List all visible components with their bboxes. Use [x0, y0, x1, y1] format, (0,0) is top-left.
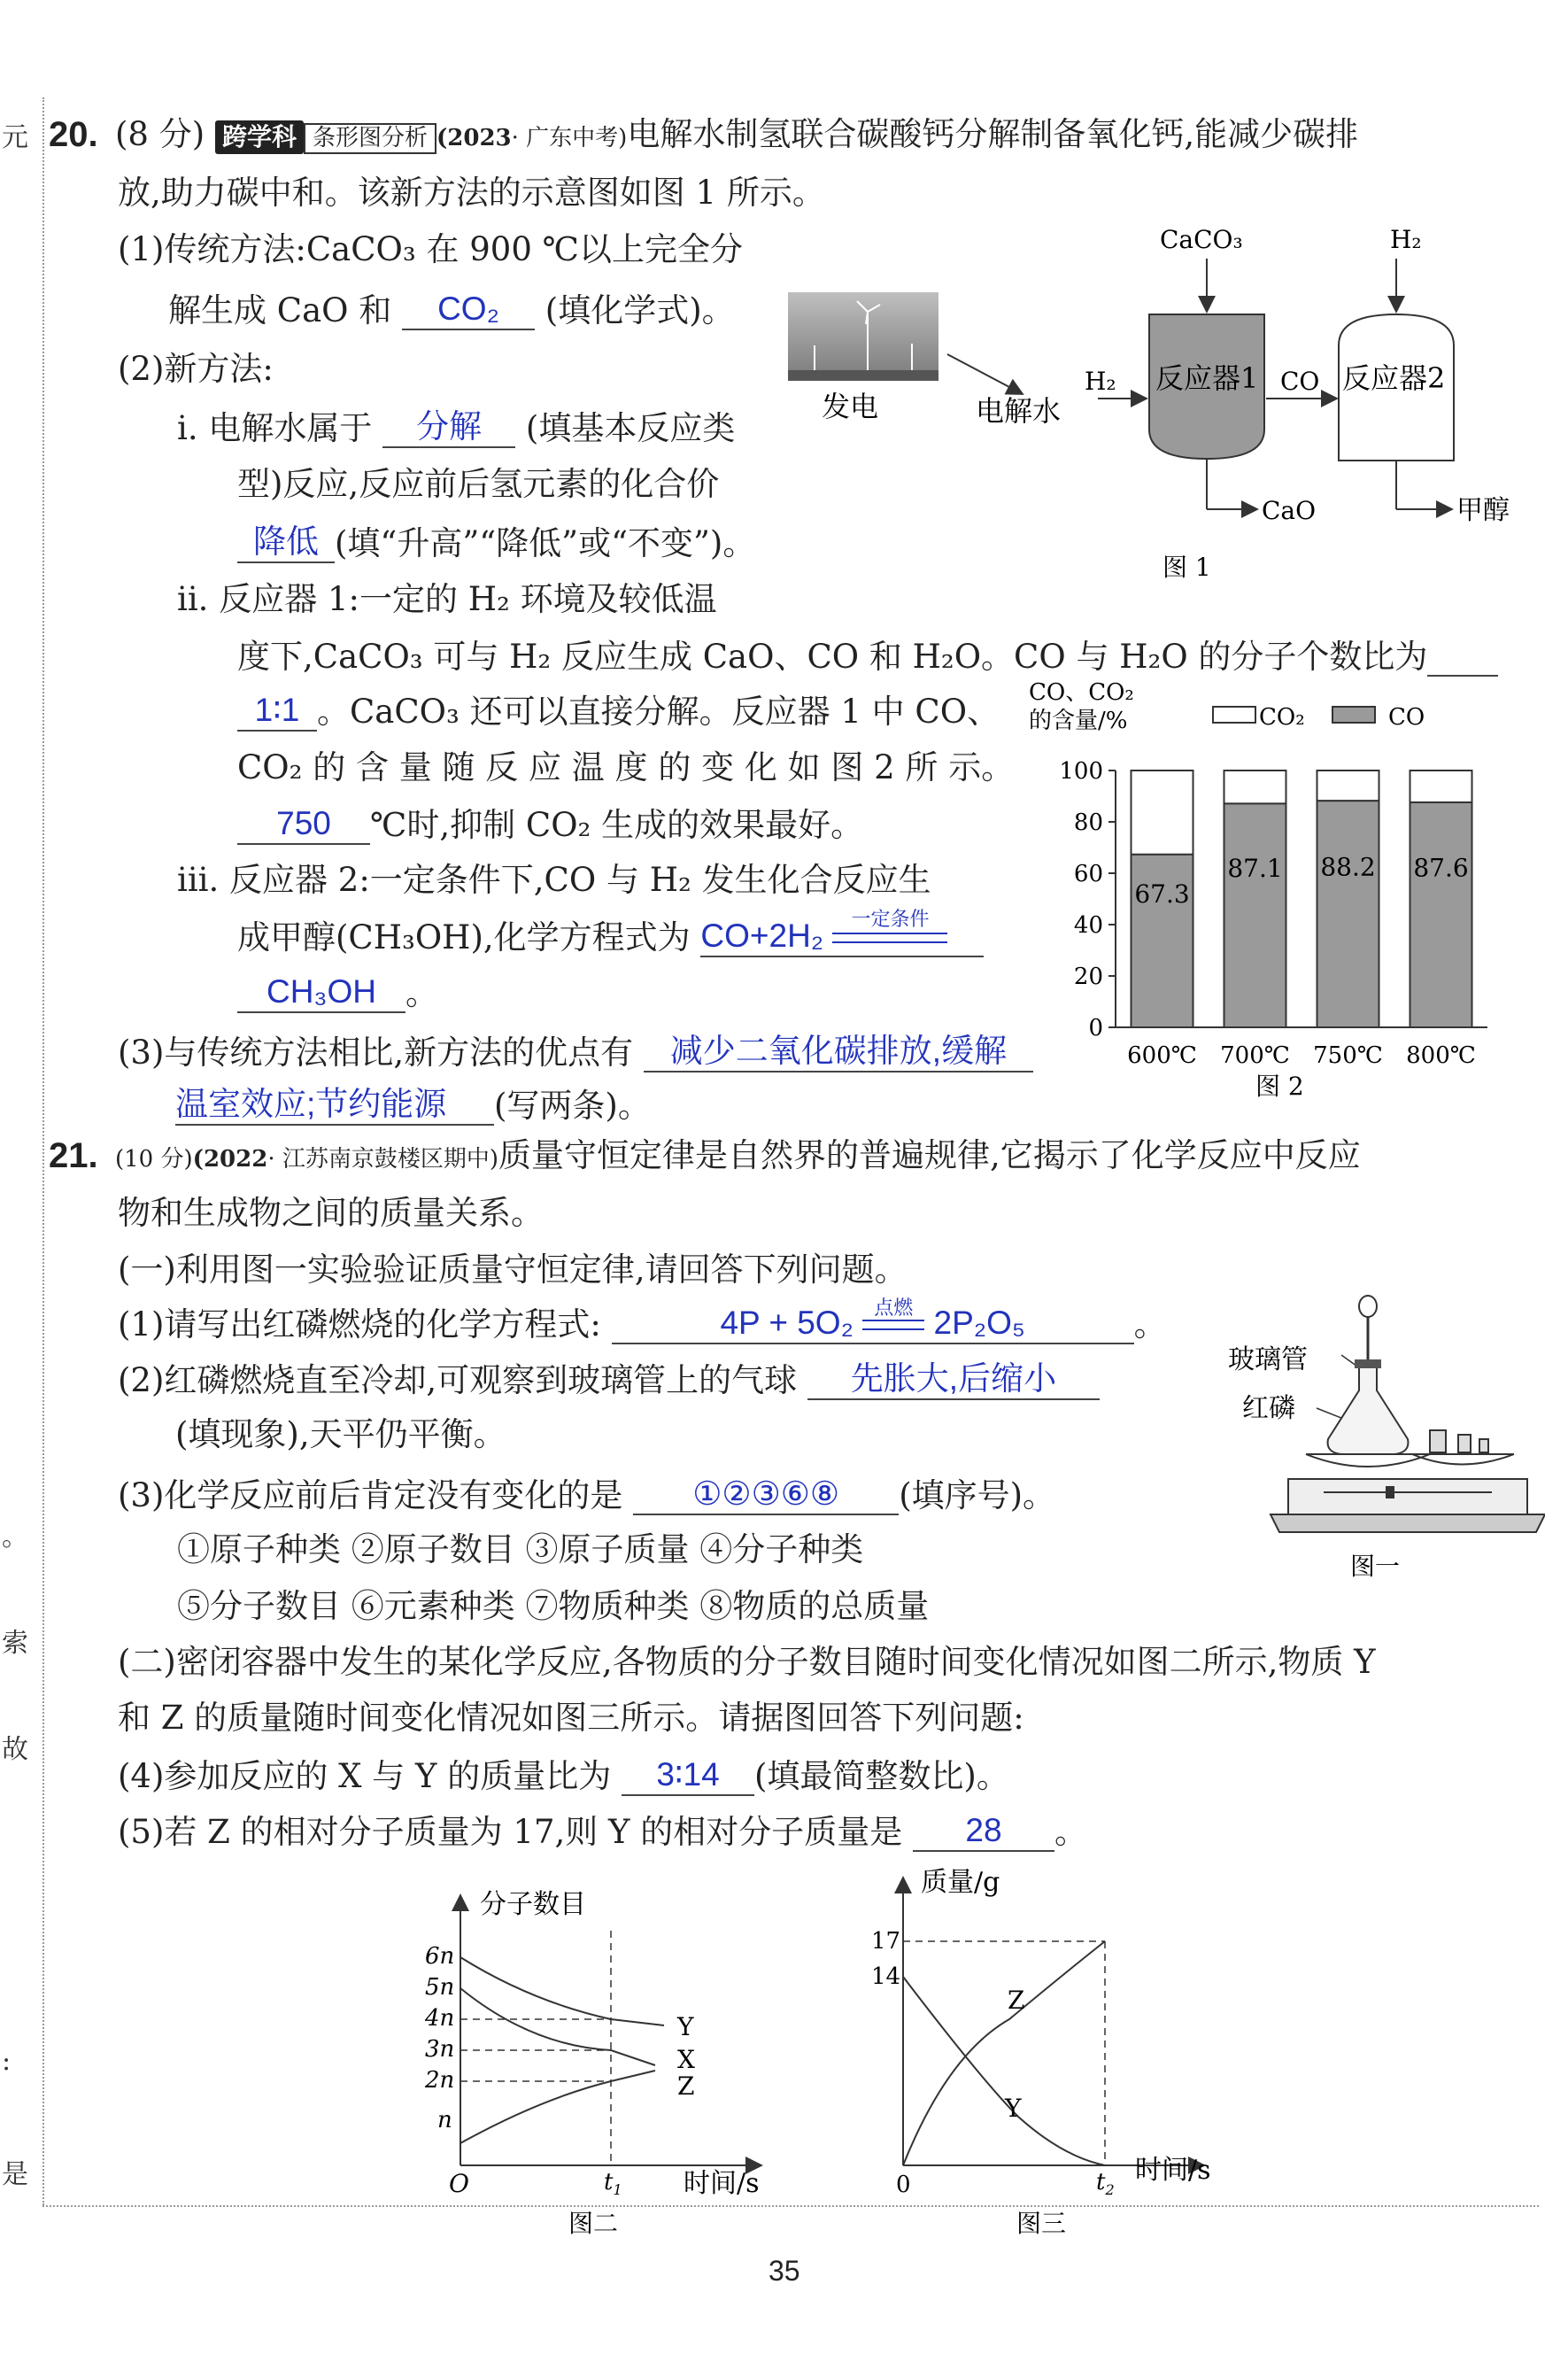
figure-1-caption: 图 1	[1162, 553, 1211, 582]
cao-output-label: CaO	[1262, 496, 1317, 525]
glass-tube-label: 玻璃管	[1228, 1344, 1308, 1375]
text: ⅰ. 电解水属于	[177, 409, 373, 447]
x-tick-label: 800℃	[1406, 1042, 1476, 1069]
legend-co-label: CO	[1388, 704, 1425, 731]
label-y: Y	[677, 2012, 694, 2041]
legend-co2-label: CO₂	[1259, 704, 1305, 731]
intro-line-1: 质量守恒定律是自然界的普遍规律,它揭示了化学反应中反应	[498, 1136, 1361, 1174]
label-y: Y	[1005, 2094, 1022, 2123]
margin-fragment: 是	[2, 2159, 28, 2190]
h2-arrow-label: H₂	[1085, 367, 1116, 396]
equation-left: CO+2H₂	[700, 918, 824, 954]
figure-1-process-diagram	[779, 213, 1541, 593]
equation-right: 2P₂O₅	[933, 1305, 1025, 1341]
answer-blank: 降低	[237, 523, 335, 563]
y-axis-label-line2: 的含量/%	[1029, 708, 1128, 734]
text: 解生成 CaO 和	[168, 291, 392, 329]
y-tick-label: 80	[1073, 809, 1103, 836]
topic-tag: 条形图分析	[304, 123, 436, 154]
q20-p3-line2	[175, 1085, 651, 1126]
legend-co-swatch	[1332, 707, 1375, 723]
equation-arrow	[832, 908, 947, 943]
tick-3n: 3n	[425, 2036, 455, 2063]
q20-p1-line1: (1)传统方法:CaCO₃ 在 900 ℃以上完全分	[118, 230, 744, 268]
left-pan	[1306, 1454, 1430, 1467]
tick-14: 14	[871, 1963, 901, 1990]
figure-one-caption: 图一	[1350, 1552, 1401, 1581]
margin-fragment: 元	[2, 122, 28, 153]
reactor-1-label: 反应器1	[1155, 361, 1259, 395]
bar-value-label: 87.1	[1227, 854, 1283, 884]
answer-blank: 3∶14	[622, 1755, 754, 1796]
text: (4)参加反应的 X 与 Y 的质量比为	[118, 1757, 612, 1795]
red-phosphorus-label: 红磷	[1242, 1393, 1295, 1424]
margin-fragment: 。	[2, 1522, 28, 1553]
figure-two-caption: 图二	[568, 2209, 619, 2238]
x-tick-label: 600℃	[1127, 1042, 1197, 1069]
y-axis-label-line1: CO、CO₂	[1029, 679, 1134, 706]
weight-icon	[1430, 1430, 1446, 1452]
weight-icon	[1458, 1435, 1471, 1452]
reactor-2-label: 反应器2	[1342, 361, 1446, 395]
wind-turbine-photo	[788, 292, 938, 381]
legend-co2-swatch	[1213, 707, 1255, 723]
text: (3)化学反应前后肯定没有变化的是	[118, 1476, 623, 1514]
bar-co2-segment	[1410, 770, 1472, 802]
curve-z	[903, 1941, 1105, 2165]
source-year: (2022	[192, 1146, 268, 1173]
tick-2n: 2n	[425, 2067, 455, 2094]
text: (填基本反应类	[525, 409, 736, 447]
q21-p3	[118, 1475, 1055, 1515]
y-tick-label: 100	[1059, 758, 1103, 785]
conical-flask-icon	[1328, 1364, 1409, 1454]
y-axis-title: 质量/g	[921, 1867, 1000, 1898]
text: 。	[1133, 1305, 1167, 1343]
figure-three-caption: 图三	[1016, 2209, 1067, 2238]
text: 度下,CaCO₃ 可与 H₂ 反应生成 CaO、CO 和 H₂O。CO 与 H₂O 的分子个数比为	[237, 638, 1428, 676]
tick-6n: 6n	[425, 1943, 455, 1970]
source-year: (2023	[436, 125, 512, 151]
label-z: Z	[1008, 1986, 1025, 2015]
equation-left: 4P + 5O₂	[720, 1305, 854, 1341]
q20-ii-line3	[237, 691, 1000, 732]
margin-fragment: :	[2, 2046, 12, 2077]
margin-dotted-line	[42, 97, 44, 2205]
intro-line-2: 物和生成物之间的质量关系。	[118, 1194, 544, 1232]
question-21-number: 21.	[49, 1136, 98, 1175]
answer-blank: 减少二氧化碳排放,缓解	[644, 1032, 1033, 1072]
figure-one-balance-apparatus	[1217, 1293, 1545, 1594]
x-tick-label: 750℃	[1313, 1042, 1383, 1069]
equation-answer	[700, 908, 984, 957]
t2-label	[1096, 2169, 1115, 2198]
margin-fragment: 故	[2, 1734, 28, 1765]
h2-input-label: H₂	[1390, 225, 1422, 254]
label-x: X	[677, 2045, 695, 2074]
y-tick-label: 20	[1073, 964, 1103, 990]
y-tick-label: 60	[1073, 861, 1103, 887]
electrolysis-label: 电解水	[976, 394, 1062, 428]
y-axis-title: 分子数目	[480, 1889, 586, 1920]
text: 。	[1054, 1813, 1087, 1851]
x-axis-title: 时间/s	[684, 2168, 760, 2199]
q21-p2-line2: (填现象),天平仍平衡。	[175, 1415, 506, 1453]
text: (2)红磷燃烧直至冷却,可观察到玻璃管上的气球	[118, 1361, 798, 1399]
q21-p1	[118, 1297, 1167, 1344]
cross-subject-tag: 跨学科	[215, 120, 304, 154]
balance-base	[1271, 1514, 1545, 1532]
tick-4n: 4n	[425, 2005, 455, 2032]
bar-co-segment	[1317, 801, 1379, 1027]
balance-body	[1288, 1479, 1527, 1514]
answer-blank: 1∶1	[237, 691, 317, 732]
q20-i-line2: 型)反应,反应前后氢元素的化合价	[237, 465, 720, 503]
q20-p1-line2	[168, 290, 735, 330]
t2-subscript: 2	[1105, 2181, 1115, 2198]
label-z: Z	[677, 2071, 695, 2101]
q20-ii-line2	[237, 636, 1498, 677]
question-20-header	[115, 115, 1358, 154]
text: (填序号)。	[899, 1476, 1056, 1514]
t1-symbol: t	[604, 2169, 614, 2195]
q20-i-line3	[237, 523, 755, 563]
q20-iii-line1: ⅲ. 反应器 2:一定条件下,CO 与 H₂ 发生化合反应生	[177, 861, 931, 899]
answer-blank: 28	[913, 1811, 1054, 1852]
q20-iii-line3	[237, 972, 438, 1013]
x-axis-title: 时间/s	[1135, 2155, 1211, 2186]
text: (5)若 Z 的相对分子质量为 17,则 Y 的相对分子质量是	[118, 1813, 903, 1851]
bar-value-label: 87.6	[1413, 853, 1469, 883]
text: 。	[406, 974, 438, 1012]
text: ℃时,抑制 CO₂ 生成的效果最好。	[370, 806, 864, 844]
q21-options-line1: ①原子种类 ②原子数目 ③原子质量 ④分子种类	[177, 1530, 864, 1568]
margin-fragment: 索	[2, 1628, 28, 1659]
tick-n: n	[437, 2107, 452, 2133]
points: (8 分)	[115, 115, 205, 153]
q20-ii-line5	[237, 804, 863, 845]
t1-subscript: 1	[613, 2181, 622, 2198]
answer-blank: CH₃OH	[237, 972, 406, 1013]
intro-line-1: 电解水制氢联合碳酸钙分解制备氧化钙,能减少碳排	[627, 115, 1359, 153]
q21-p2-line1	[118, 1359, 1100, 1400]
curve-y	[903, 1977, 1105, 2165]
tick-17: 17	[871, 1928, 901, 1955]
footer-divider	[42, 2205, 1539, 2207]
answer-blank: 温室效应;节约能源	[175, 1085, 494, 1126]
bar-co2-segment	[1132, 770, 1193, 855]
figure-two-molecule-chart	[407, 1878, 788, 2249]
text: (填最简整数比)。	[754, 1757, 1009, 1795]
y-tick-label: 0	[1088, 1015, 1103, 1041]
text: 。CaCO₃ 还可以直接分解。反应器 1 中 CO、	[317, 693, 1000, 731]
section-2-line1: (二)密闭容器中发生的某化学反应,各物质的分子数目随时间变化情况如图二所示,物质 Y	[118, 1643, 1376, 1681]
origin-label: 0	[896, 2172, 911, 2198]
power-label: 发电	[822, 390, 879, 423]
y-tick-label: 40	[1073, 912, 1103, 939]
question-21-header	[115, 1136, 1361, 1175]
answer-blank: CO₂	[402, 290, 535, 330]
source-name: · 江苏南京鼓楼区期中)	[267, 1146, 498, 1173]
bar-co2-segment	[1224, 770, 1286, 803]
co-arrow-label: CO	[1280, 367, 1320, 396]
q20-i-line1	[177, 407, 735, 448]
bar-co-segment	[1410, 802, 1472, 1027]
source-name: · 广东中考)	[511, 125, 628, 151]
caco3-input-label: CaCO₃	[1160, 225, 1243, 254]
figure-three-mass-chart	[850, 1860, 1231, 2249]
figure-2-caption: 图 2	[1255, 1072, 1304, 1101]
equation-arrow	[862, 1297, 924, 1330]
text: (3)与传统方法相比,新方法的优点有	[118, 1034, 634, 1072]
answer-blank: ①②③⑥⑧	[633, 1475, 899, 1515]
figure-2-bar-chart	[1027, 673, 1541, 1116]
bar-value-label: 88.2	[1320, 852, 1376, 882]
text: 成甲醇(CH₃OH),化学方程式为	[237, 918, 691, 956]
q20-ii-line4: CO₂ 的 含 量 随 反 应 温 度 的 变 化 如 图 2 所 示。	[237, 748, 1015, 786]
weight-icon	[1479, 1439, 1488, 1452]
intro-line-2: 放,助力碳中和。该新方法的示意图如图 1 所示。	[118, 174, 825, 212]
page-number: 35	[769, 2255, 800, 2287]
bar-co-segment	[1224, 803, 1286, 1027]
text: (填“升高”“降低”或“不变”)。	[335, 524, 756, 562]
bar-co2-segment	[1317, 770, 1379, 801]
t2-symbol: t	[1096, 2169, 1106, 2195]
q21-options-line2: ⑤分子数目 ⑥元素种类 ⑦物质种类 ⑧物质的总质量	[177, 1587, 930, 1625]
q20-iii-line2	[237, 908, 984, 957]
q20-p2-head: (2)新方法:	[118, 350, 274, 388]
x-tick-label: 700℃	[1220, 1042, 1290, 1069]
tick-5n: 5n	[425, 1974, 455, 2001]
q20-p3-line1	[118, 1032, 1033, 1072]
answer-blank: 750	[237, 804, 370, 845]
question-20-number: 20.	[49, 115, 98, 154]
blank-underline	[1427, 636, 1498, 677]
points: (10 分)	[115, 1146, 193, 1173]
answer-blank: 分解	[382, 407, 515, 448]
curve-x	[460, 1988, 655, 2065]
section-1-heading: (一)利用图一实验验证质量守恒定律,请回答下列问题。	[118, 1251, 908, 1289]
section-2-line2: 和 Z 的质量随时间变化情况如图三所示。请据图回答下列问题:	[118, 1699, 1024, 1737]
curve-y	[460, 1957, 664, 2025]
text: (填化学式)。	[545, 291, 735, 329]
text: (写两条)。	[494, 1087, 651, 1125]
methanol-output-label: 甲醇	[1456, 495, 1510, 526]
balloon-icon	[1359, 1296, 1377, 1317]
answer-blank: 先胀大,后缩小	[807, 1359, 1100, 1400]
q21-p4	[118, 1755, 1009, 1796]
q20-ii-line1: ⅱ. 反应器 1:一定的 H₂ 环境及较低温	[177, 580, 717, 618]
q21-p5	[118, 1811, 1087, 1852]
t1-label	[604, 2169, 622, 2198]
bar-value-label: 67.3	[1134, 879, 1190, 909]
equation-condition: 点燃	[874, 1297, 914, 1320]
equation-answer	[612, 1297, 1134, 1344]
text: (1)请写出红磷燃烧的化学方程式:	[118, 1305, 601, 1343]
equation-condition: 一定条件	[851, 908, 930, 931]
origin-label: O	[449, 2169, 469, 2198]
